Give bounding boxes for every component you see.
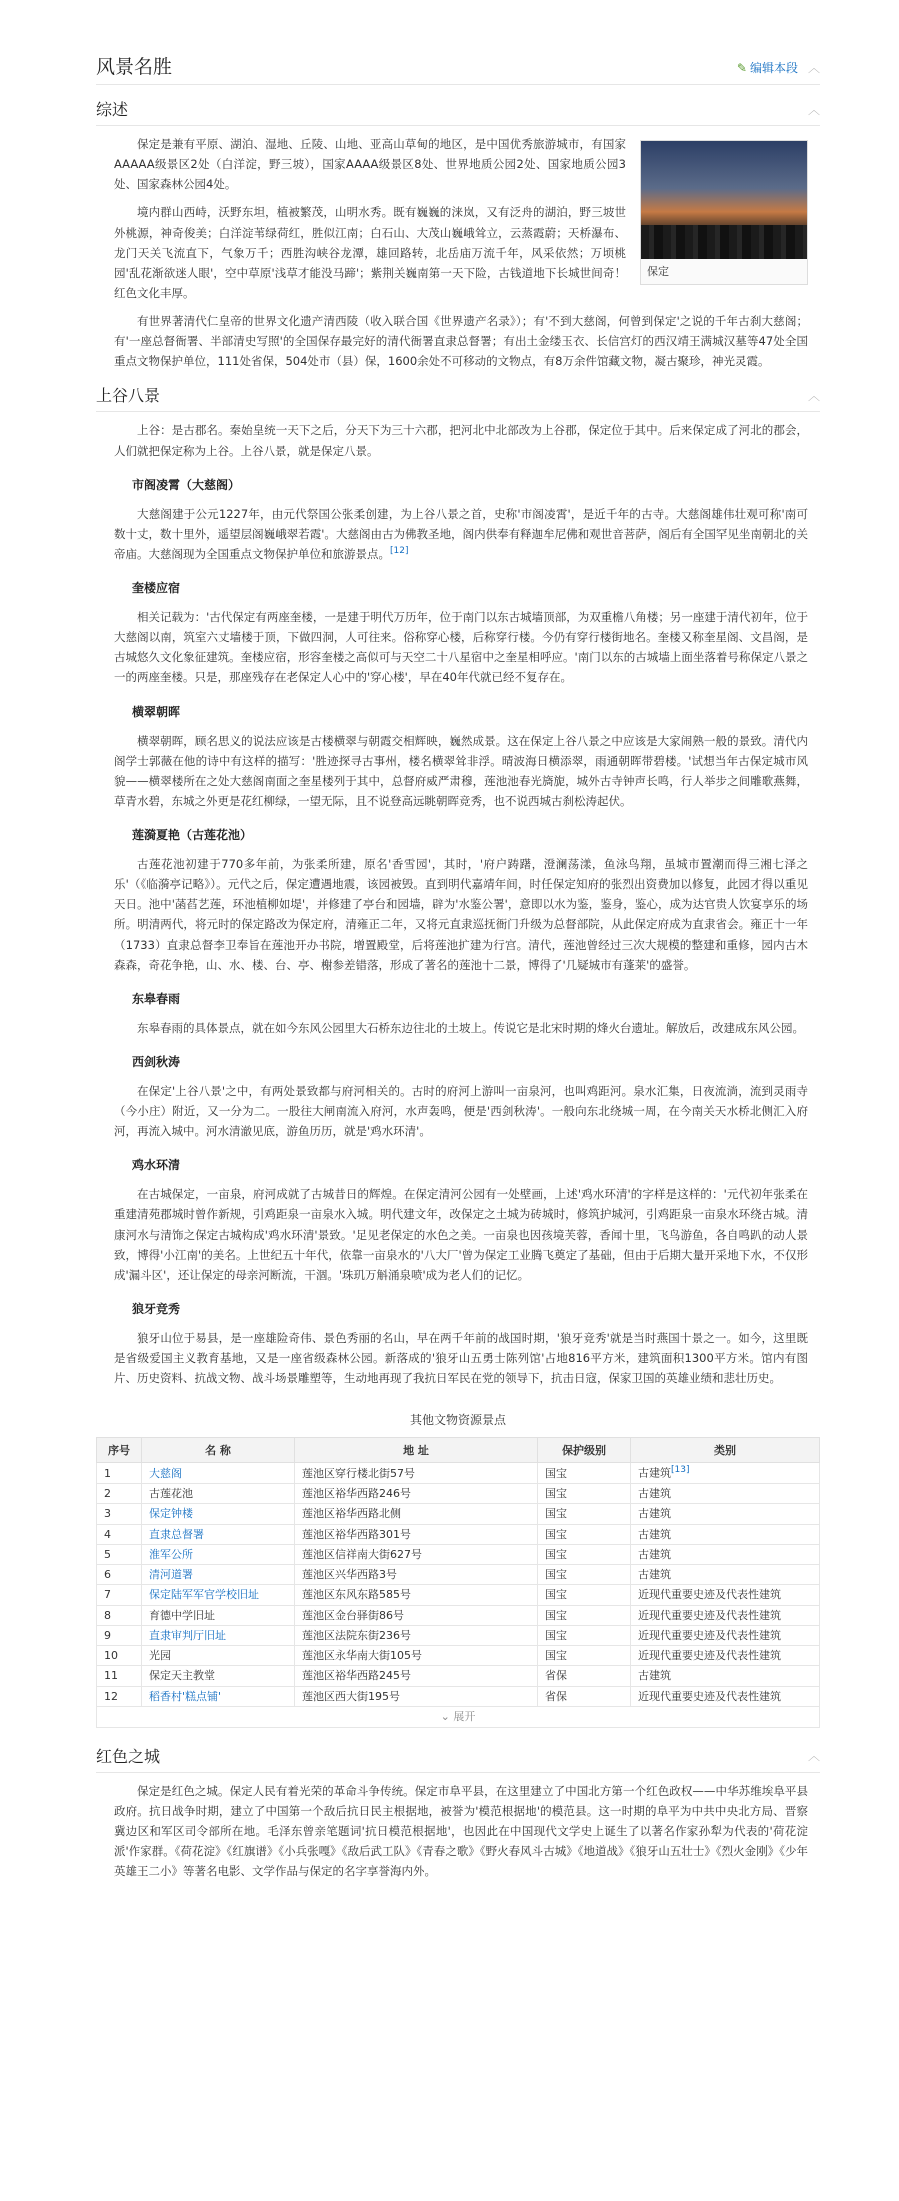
table-cell bbox=[538, 1646, 631, 1666]
cell-text: 3 bbox=[104, 1507, 111, 1521]
table-row bbox=[97, 1686, 820, 1706]
relic-name bbox=[142, 1484, 295, 1504]
cell-text: 2 bbox=[104, 1487, 111, 1501]
cell-text: 8 bbox=[104, 1608, 111, 1622]
table-cell bbox=[631, 1565, 820, 1585]
chevron-up-icon[interactable]: ︿ bbox=[807, 102, 820, 117]
edit-button[interactable] bbox=[737, 58, 798, 79]
chevron-up-icon[interactable]: ︿ bbox=[807, 1749, 820, 1764]
table-cell bbox=[538, 1565, 631, 1585]
cell-text[interactable]: 大慈阁 bbox=[149, 1466, 182, 1480]
table-cell bbox=[631, 1646, 820, 1666]
scene-text-body: 古莲花池初建于770多年前，为张柔所建，原名'香雪园'，其时，'府户踌躇，澄澜荡漾，鱼泳鸟翔，虽城市置潮而得三湘七泽之乐'（《临漪亭记略》）。元代之后，保定遭遇地震，该园被毁。直到明代嘉靖年间，时任保定知府的张烈出资费加以修复，此园才得以重见天日。池中'菡萏艺莲，环池植柳如堤'，并修建了亭台和园墙，辟为'水鉴公署'，意即以水为鉴，鉴身，鉴心，成为达官贵人饮宴享乐的场所。明清两代，将元时的保定路改为保定府，清雍正二年，又将元直隶巡抚衙门升级为总督部院，从此保定府成为直隶省会。雍正十一年（1733）直隶总督李卫奉旨在莲池开办书院，增置殿堂，后将莲池扩建为行宫。清代，莲池曾经过三次大规模的整建和重修，园内古木森森，奇花争艳，山、水、楼、台、亭、榭参差错落，形成了著名的莲池十二景，博得了'几疑城市有蓬莱'的盛誉。 bbox=[114, 857, 808, 972]
scene-title: 横翠朝晖 bbox=[132, 704, 181, 719]
relic-name[interactable] bbox=[142, 1544, 295, 1564]
cell-text: 莲池区信祥南大街627号 bbox=[302, 1547, 422, 1561]
chevron-up-icon[interactable]: ︿ bbox=[807, 60, 820, 75]
cell-text: 国宝 bbox=[545, 1608, 567, 1622]
page-title: 风景名胜 bbox=[96, 56, 173, 79]
table-row bbox=[97, 1504, 820, 1524]
table-cell bbox=[97, 1646, 142, 1666]
reference-link[interactable]: [13] bbox=[671, 1465, 690, 1476]
table-cell bbox=[538, 1484, 631, 1504]
cell-text: 国宝 bbox=[545, 1547, 567, 1561]
column-header: 序号 bbox=[97, 1438, 142, 1463]
scene-text-body: 东皋春雨的具体景点，就在如今东风公园里大石桥东边往北的土坡上。传说它是北宋时期的烽火台遗址。解放后，改建成东风公园。 bbox=[137, 1020, 804, 1035]
cell-text: 古莲花池 bbox=[149, 1487, 193, 1501]
table-cell bbox=[97, 1463, 142, 1484]
cell-text: 莲池区裕华西路北侧 bbox=[302, 1507, 401, 1521]
table-cell bbox=[538, 1666, 631, 1686]
figure-caption: 保定 bbox=[647, 265, 669, 278]
table-cell bbox=[631, 1544, 820, 1564]
table-row bbox=[97, 1463, 820, 1484]
table-cell bbox=[631, 1605, 820, 1625]
column-header: 保护级别 bbox=[538, 1438, 631, 1463]
cell-text: 国宝 bbox=[545, 1568, 567, 1582]
relic-name[interactable] bbox=[142, 1686, 295, 1706]
cell-text: 9 bbox=[104, 1628, 111, 1642]
figure-baoding[interactable] bbox=[640, 140, 808, 285]
relic-name[interactable] bbox=[142, 1625, 295, 1645]
table-cell bbox=[97, 1565, 142, 1585]
scene-title: 莲漪夏艳（古莲花池） bbox=[132, 828, 253, 842]
section-header-overview bbox=[96, 95, 820, 126]
cell-text[interactable]: 清河道署 bbox=[149, 1568, 193, 1582]
column-header: 类别 bbox=[631, 1438, 820, 1463]
table-cell bbox=[295, 1605, 538, 1625]
cell-text: 国宝 bbox=[545, 1527, 567, 1541]
table-cell bbox=[538, 1504, 631, 1524]
cell-text: 国宝 bbox=[545, 1588, 567, 1602]
table-row bbox=[97, 1585, 820, 1605]
cell-text: 省保 bbox=[545, 1669, 567, 1683]
scene-text bbox=[114, 854, 808, 975]
cell-text: 古建筑 bbox=[638, 1527, 671, 1541]
cell-text: 莲池区东风东路585号 bbox=[302, 1588, 411, 1602]
cell-text[interactable]: 稻香村'糕点铺' bbox=[149, 1689, 222, 1703]
table-cell bbox=[631, 1686, 820, 1706]
section-title: 综述 bbox=[96, 100, 129, 119]
table-row bbox=[97, 1605, 820, 1625]
table-cell bbox=[538, 1585, 631, 1605]
relics-table bbox=[96, 1437, 820, 1707]
cell-text: 莲池区穿行楼北街57号 bbox=[302, 1466, 415, 1480]
table-cell bbox=[631, 1524, 820, 1544]
cell-text: 莲池区裕华西路245号 bbox=[302, 1669, 411, 1683]
table-cell bbox=[538, 1544, 631, 1564]
table-cell bbox=[631, 1463, 820, 1484]
cell-text: 11 bbox=[104, 1669, 118, 1683]
scene-text-body: 在古城保定，一亩泉，府河成就了古城昔日的辉煌。在保定清河公园有一处壁画，上述'鸡水环清'的字样是这样的：'元代初年张柔在重建清苑郡城时曾作新规，引鸡距泉一亩泉水入城。明代建文年，改保定之土城为砖城时，修筑护城河，引鸡距泉一亩泉水环绕古城。清康河水与清饰之保定古城构成'鸡水环清'景致。'足见老保定的水色之美。一亩泉也因孩境芙蓉，香闻十里，飞鸟游鱼，各自鸣趴的动人景致，博得'小江南'的美名。上世纪五十年代，依靠一亩泉水的'八大厂'曾为保定工业腾飞奠定了基础，但由于后期大量开采地下水，不仅形成'漏斗区'，还让保定的母亲河断流，干涸。'珠玑万斛涌泉喷'成为老人们的记忆。 bbox=[114, 1187, 808, 1282]
relic-name[interactable] bbox=[142, 1463, 295, 1484]
cell-text: 国宝 bbox=[545, 1466, 567, 1480]
cell-text: 6 bbox=[104, 1568, 111, 1582]
table-row bbox=[97, 1646, 820, 1666]
cell-text: 莲池区西大街195号 bbox=[302, 1689, 400, 1703]
scene-title: 狼牙竞秀 bbox=[132, 1301, 181, 1316]
table-row bbox=[97, 1666, 820, 1686]
paragraph: 保定是兼有平原、湖泊、湿地、丘陵、山地、亚高山草甸的地区，是中国优秀旅游城市，有国家AAAAA级景区2处（白洋淀，野三坡），国家AAAA级景区8处、世界地质公园2处、国家地质公园3处、国家森林公园4处。 bbox=[114, 137, 626, 192]
table-cell bbox=[97, 1544, 142, 1564]
reference-link[interactable]: [12] bbox=[390, 546, 409, 557]
paragraph: 境内群山西峙，沃野东坦，植被繁茂，山明水秀。既有巍巍的涞岚，又有泛舟的湖泊，野三坡世外桃源，神奇俊美；白洋淀苇绿荷红，胜似江南；白石山、大茂山巍峨耸立，云蒸霞蔚；天桥瀑布、龙门天关飞流直下，气象万千；西胜沟峡谷龙潭，雄回路转，北岳庙万流千年，风采依然；万顷桃园'乱花渐欲迷人眼'，空中草原'浅草才能没马蹄'；紫荆关巍南第一天下险，古钱道地下长城世间奇！红色文化丰厚。 bbox=[114, 205, 626, 300]
section-title: 红色之城 bbox=[96, 1746, 161, 1766]
column-header: 名 称 bbox=[142, 1438, 295, 1463]
section-title: 上谷八景 bbox=[96, 386, 161, 406]
scene-text bbox=[114, 1018, 808, 1038]
cell-text: 国宝 bbox=[545, 1628, 567, 1642]
table-cell bbox=[97, 1686, 142, 1706]
expand-button[interactable] bbox=[96, 1707, 820, 1728]
cell-text: 古建筑 bbox=[638, 1466, 671, 1480]
cell-text: 光园 bbox=[149, 1649, 171, 1663]
page-title-bar bbox=[96, 52, 820, 85]
scene-text bbox=[114, 1081, 808, 1141]
scene-text-body: 相关记载为：'古代保定有两座奎楼，一是建于明代万历年，位于南门以东古城墙顶部，为双重檐八角楼；另一座建于清代初年，位于大慈阁以南，筑室六丈墙楼于顶，下做四洞，人可往来。俗称穿心楼，后称穿行楼。今仍有穿行楼街地名。奎楼又称奎星阁、文昌阁，是古城悠久文化象征建筑。奎楼应宿，形容奎楼之高似可与天空二十八星宿中之奎星相呼应。'南门以东的古城墙上面坐落着号称保定八景之一的两座奎楼。只是，那座残存在老保定人心中的'穿心楼'，早在40年代就已经不复存在。 bbox=[114, 610, 808, 685]
scene-text bbox=[114, 1184, 808, 1285]
table-cell bbox=[538, 1524, 631, 1544]
cell-text: 12 bbox=[104, 1689, 118, 1703]
relic-name[interactable] bbox=[142, 1524, 295, 1544]
table-cell bbox=[295, 1646, 538, 1666]
cell-text: 古建筑 bbox=[638, 1568, 671, 1582]
cell-text: 近现代重要史迹及代表性建筑 bbox=[638, 1649, 781, 1663]
cell-text: 古建筑 bbox=[638, 1547, 671, 1561]
table-cell bbox=[295, 1463, 538, 1484]
table-cell bbox=[538, 1686, 631, 1706]
relic-name bbox=[142, 1646, 295, 1666]
table-cell bbox=[295, 1504, 538, 1524]
cell-text: 近现代重要史迹及代表性建筑 bbox=[638, 1689, 781, 1703]
chevron-up-icon[interactable]: ︿ bbox=[807, 388, 820, 403]
cell-text: 古建筑 bbox=[638, 1487, 671, 1501]
table-title: 其他文物资源景点 bbox=[409, 1413, 506, 1428]
table-cell bbox=[295, 1544, 538, 1564]
cell-text: 古建筑 bbox=[638, 1507, 671, 1521]
column-header: 地 址 bbox=[295, 1438, 538, 1463]
cell-text[interactable]: 直隶总督署 bbox=[149, 1527, 204, 1541]
cell-text[interactable]: 淮军公所 bbox=[149, 1547, 193, 1561]
cell-text: 省保 bbox=[545, 1689, 567, 1703]
section-header-red-city bbox=[96, 1742, 820, 1773]
table-cell bbox=[538, 1625, 631, 1645]
table-cell bbox=[97, 1484, 142, 1504]
expand-label: 展开 bbox=[453, 1709, 476, 1723]
cell-text: 1 bbox=[104, 1466, 111, 1480]
section-header-eight-scenes bbox=[96, 381, 820, 412]
cell-text: 国宝 bbox=[545, 1507, 567, 1521]
city-photo[interactable] bbox=[641, 141, 807, 259]
cell-text: 莲池区兴华西路3号 bbox=[302, 1568, 397, 1582]
article bbox=[96, 52, 820, 1890]
scene-text-body: 大慈阁建于公元1227年，由元代祭国公张柔创建，为上谷八景之首，史称'市阁凌霄'，是近千年的古寺。大慈阁雄伟壮观可称'南可数十丈，数十里外，遥望层阁巍峨翠若霞'。大慈阁由古为佛教圣地，阁内供奉有释迦牟尼佛和观世音菩萨，阁后有全国罕见坐南朝北的关帝庙。大慈阁现为全国重点文物保护单位和旅游景点。 bbox=[114, 506, 808, 561]
table-cell bbox=[538, 1463, 631, 1484]
cell-text: 莲池区法院东街236号 bbox=[302, 1628, 411, 1642]
cell-text: 5 bbox=[104, 1547, 111, 1561]
table-cell bbox=[631, 1625, 820, 1645]
relic-name[interactable] bbox=[142, 1565, 295, 1585]
table-cell bbox=[295, 1484, 538, 1504]
cell-text: 7 bbox=[104, 1588, 111, 1602]
scene-text-body: 狼牙山位于易县，是一座雄险奇伟、景色秀丽的名山，早在两千年前的战国时期，'狼牙竞秀'就是当时燕国十景之一。如今，这里既是省级爱国主义教育基地，又是一座省级森林公园。新落成的'狼牙山五勇士陈列馆'占地816平方米，建筑面积1300平方米。馆内有图片、历史资料、抗战文物、战斗场景雕塑等，生动地再现了我抗日军民在党的领导下，抗击日寇，保家卫国的英雄业绩和悲壮历史。 bbox=[114, 1330, 808, 1386]
table-cell bbox=[97, 1524, 142, 1544]
table-cell bbox=[295, 1524, 538, 1544]
scene-text bbox=[114, 607, 808, 688]
pencil-icon: ✎ bbox=[736, 60, 747, 75]
scene-text-body: 在保定'上谷八景'之中，有两处景致都与府河相关的。古时的府河上游叫一亩泉河，也叫鸡距河。泉水汇集，日夜流淌，流到灵雨寺（今小庄）附近，又一分为二。一股往大闸南流入府河，水声轰鸣，便是'西剑秋涛'。一般向东北绕城一周，在今南关天水桥北侧汇入府河，再流入城中。河水清澈见底，游鱼历历，就是'鸡水环清'。 bbox=[114, 1083, 808, 1139]
section-overview bbox=[96, 134, 820, 371]
paragraph: 上谷：是古郡名。秦始皇统一天下之后，分天下为三十六郡，把河北中北部改为上谷郡，保定位于其中。后来保定成了河北的郡会，人们就把保定称为上谷。上谷八景，就是保定八景。 bbox=[114, 423, 808, 458]
paragraph: 保定是红色之城。保定人民有着光荣的革命斗争传统。保定市阜平县，在这里建立了中国北方第一个红色政权——中华苏维埃阜平县政府。抗日战争时期，建立了中国第一个敌后抗日民主根据地，被誉为'模范根据地'的模范县。这一时期的阜平为中共中央北方局、晋察冀边区和军区司令部所在地。毛泽东曾亲笔题词'抗日模范根据地'，也因此在中国现代文学史上诞生了以著名作家孙犁为代表的'荷花淀派'作家群。《荷花淀》《红旗谱》《小兵张嘎》《敌后武工队》《青春之歌》《野火春风斗古城》《地道战》《狼牙山五壮士》《烈火金刚》《少年英雄王二小》等著名电影、文学作品与保定的名字享誉海内外。 bbox=[114, 1783, 808, 1879]
table-cell bbox=[631, 1666, 820, 1686]
scene-text bbox=[114, 1328, 808, 1388]
edit-label: 编辑本段 bbox=[749, 60, 798, 75]
scene-list bbox=[114, 475, 808, 1389]
relic-name[interactable] bbox=[142, 1504, 295, 1524]
chevron-down-icon: ⌄ bbox=[440, 1709, 454, 1723]
table-cell bbox=[631, 1585, 820, 1605]
cell-text: 莲池区裕华西路246号 bbox=[302, 1487, 411, 1501]
relic-name bbox=[142, 1605, 295, 1625]
table-row bbox=[97, 1544, 820, 1564]
table-row bbox=[97, 1524, 820, 1544]
table-cell bbox=[97, 1666, 142, 1686]
scene-text-body: 横翠朝晖，顾名思义的说法应该是古楼横翠与朝霞交相辉映，巍然成景。这在保定上谷八景之中应该是大家闹熟一般的景致。清代内阁学士郭薇在他的诗中有这样的描写：'胜迹探寻古事州，楼名横翠耸非浮。晴波海日横添翠，雨通朝晖带碧楼。'试想当年古保定城市风貌——横翠楼所在之处大慈阁南面之奎星楼列于其中，总督府威严肃穆，莲池池春光旖旎，城外古寺钟声长鸣，行人举步之间雕歌燕舞，草青水碧，东城之外更是花红柳绿，一望无际，且不说登高远眺朝晖竞秀，也不说西城古刹松涛起伏。 bbox=[114, 733, 808, 808]
cell-text[interactable]: 保定陆军军官学校旧址 bbox=[149, 1588, 259, 1602]
table-cell bbox=[295, 1565, 538, 1585]
cell-text: 近现代重要史迹及代表性建筑 bbox=[638, 1628, 781, 1642]
cell-text: 国宝 bbox=[545, 1487, 567, 1501]
table-cell bbox=[631, 1504, 820, 1524]
title-tools bbox=[737, 58, 820, 79]
scene-title: 市阁凌霄（大慈阁） bbox=[132, 477, 241, 492]
cell-text: 莲池区金台驿街86号 bbox=[302, 1608, 404, 1622]
cell-text: 近现代重要史迹及代表性建筑 bbox=[638, 1588, 781, 1602]
cell-text: 国宝 bbox=[545, 1649, 567, 1663]
table-cell bbox=[631, 1484, 820, 1504]
scene-text bbox=[114, 504, 808, 564]
cell-text: 4 bbox=[104, 1527, 111, 1541]
cell-text: 古建筑 bbox=[638, 1669, 671, 1683]
table-cell bbox=[97, 1504, 142, 1524]
section-eight-scenes bbox=[96, 420, 820, 1388]
relic-name[interactable] bbox=[142, 1585, 295, 1605]
cell-text: 近现代重要史迹及代表性建筑 bbox=[638, 1608, 781, 1622]
table-row bbox=[97, 1565, 820, 1585]
scene-title: 东皋春雨 bbox=[132, 991, 181, 1006]
cell-text: 莲池区裕华西路301号 bbox=[302, 1527, 411, 1541]
scene-title: 奎楼应宿 bbox=[132, 581, 181, 595]
table-cell bbox=[295, 1585, 538, 1605]
table-cell bbox=[295, 1666, 538, 1686]
table-header-row bbox=[97, 1438, 820, 1463]
table-row bbox=[97, 1484, 820, 1504]
cell-text: 保定天主教堂 bbox=[149, 1669, 215, 1683]
table-cell bbox=[538, 1605, 631, 1625]
table-cell bbox=[97, 1605, 142, 1625]
cell-text[interactable]: 直隶审判厅旧址 bbox=[149, 1628, 226, 1642]
table-cell bbox=[97, 1585, 142, 1605]
cell-text[interactable]: 保定钟楼 bbox=[149, 1507, 193, 1521]
scene-title: 鸡水环清 bbox=[132, 1158, 181, 1173]
scene-text bbox=[114, 731, 808, 812]
table-body bbox=[97, 1463, 820, 1707]
table-cell bbox=[97, 1625, 142, 1645]
table-cell bbox=[295, 1625, 538, 1645]
table-cell bbox=[295, 1686, 538, 1706]
section-red-city bbox=[96, 1781, 820, 1882]
scene-title: 西剑秋涛 bbox=[132, 1054, 181, 1069]
table-row bbox=[97, 1625, 820, 1645]
relic-name bbox=[142, 1666, 295, 1686]
paragraph: 有世界著清代仁皇帝的世界文化遗产清西陵（收入联合国《世界遗产名录》）；有'不到大慈阁，何曾到保定'之说的千年古刹大慈阁；有'一座总督衙署、半部清史写照'的全国保存最完好的清代衙署直隶总督署；有出土金缕玉衣、长信宫灯的西汉靖王满城汉墓等47处全国重点文物保护单位，111处省保，504处市（县）保，1600余处不可移动的文物点，有8万余件馆藏文物，凝古聚珍，神光灵霞。 bbox=[114, 314, 808, 369]
cell-text: 莲池区永华南大街105号 bbox=[302, 1649, 422, 1663]
cell-text: 10 bbox=[104, 1649, 118, 1663]
cell-text: 育德中学旧址 bbox=[149, 1608, 215, 1622]
